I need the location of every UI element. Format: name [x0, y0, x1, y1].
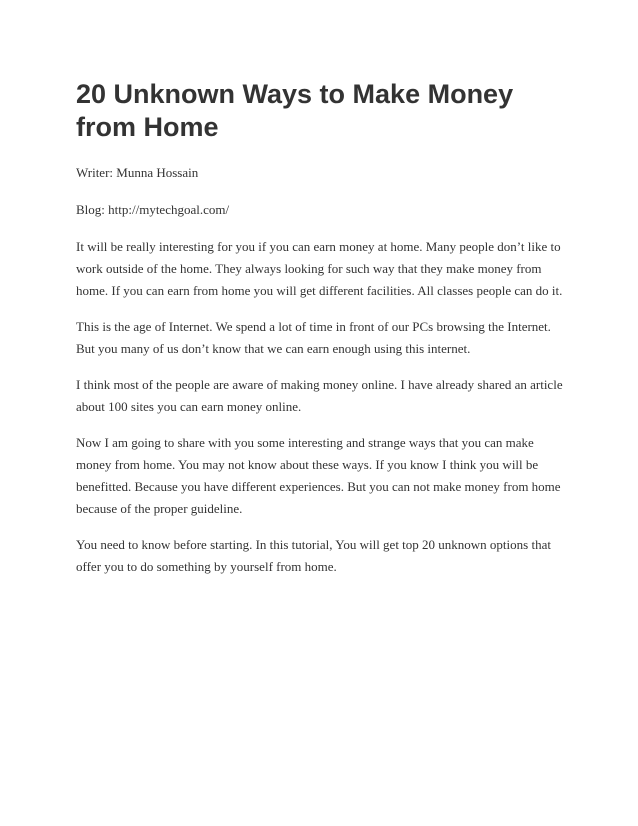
paragraph-strange-ways: Now I am going to share with you some interesting and strange ways that you can make money from home. You may not know about these ways. If you know I think you will be benefitted. Because you have different experiences. But you can not make money from home because of the proper guideline. [76, 435, 561, 516]
blog-line: Blog: http://mytechgoal.com/ [76, 202, 230, 217]
paragraph-intro: It will be really interesting for you if you can earn money at home. Many people don’t like to work outside of the home. They always looking for such way that they make money from home. If you can earn from home you will get different facilities. All classes people can do it. [76, 239, 563, 298]
paragraph-internet-age: This is the age of Internet. We spend a lot of time in front of our PCs browsing the Internet. But you many of us don’t know that we can earn enough using this internet. [76, 319, 551, 356]
paragraph-tutorial: You need to know before starting. In this tutorial, You will get top 20 unknown options that offer you to do something by yourself from home. [76, 537, 551, 574]
writer-line: Writer: Munna Hossain [76, 165, 199, 180]
document-content [76, 78, 568, 592]
document-title: 20 Unknown Ways to Make Money from Home [76, 79, 514, 142]
paragraph-online-awareness: I think most of the people are aware of making money online. I have already shared an article about 100 sites you can earn money online. [76, 377, 563, 414]
